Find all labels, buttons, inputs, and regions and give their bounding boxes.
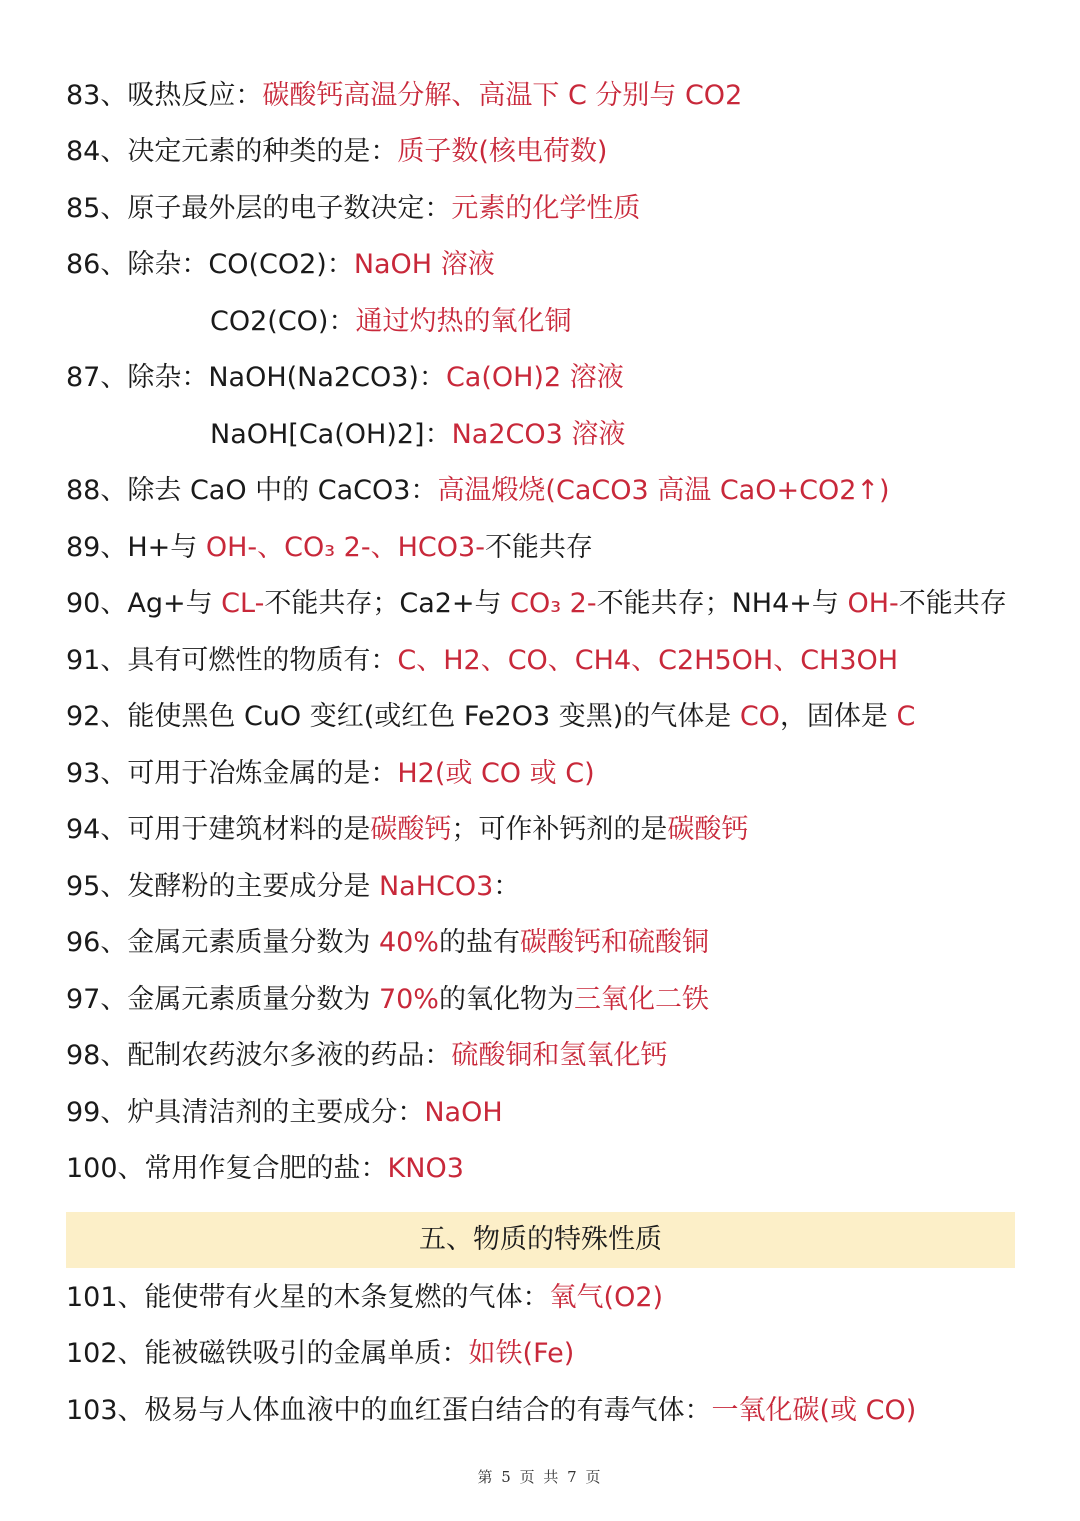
item-86: 86、除杂：CO(CO2)：NaOH 溶液	[66, 249, 495, 280]
item-90: 90、Ag+与 CL-不能共存；Ca2+与 CO₃ 2-不能共存；NH4+与 OH-不能共存	[66, 588, 1007, 619]
item-91: 91、具有可燃性的物质有：C、H2、CO、CH4、C2H5OH、CH3OH	[66, 645, 899, 676]
item-88: 88、除去 CaO 中的 CaCO3：高温煅烧(CaCO3 高温 CaO+CO2↑)	[66, 475, 890, 506]
item-94: 94、可用于建筑材料的是碳酸钙；可作补钙剂的是碳酸钙	[66, 814, 749, 845]
item-95: 95、发酵粉的主要成分是 NaHCO3：	[66, 871, 521, 902]
item-87: 87、除杂：NaOH(Na2CO3)：Ca(OH)2 溶液	[66, 362, 624, 393]
item-85: 85、原子最外层的电子数决定：元素的化学性质	[66, 193, 641, 224]
item-100: 100、常用作复合肥的盐：KNO3	[66, 1153, 464, 1184]
item-102: 102、能被磁铁吸引的金属单质：如铁(Fe)	[66, 1338, 575, 1369]
item-86-sub: CO2(CO)：通过灼热的氧化铜	[210, 306, 572, 337]
item-96: 96、金属元素质量分数为 40%的盐有碳酸钙和硫酸铜	[66, 927, 709, 958]
item-97: 97、金属元素质量分数为 70%的氧化物为三氧化二铁	[66, 984, 709, 1015]
section-title: 五、物质的特殊性质	[66, 1212, 1015, 1268]
item-98: 98、配制农药波尔多液的药品：硫酸铜和氢氧化钙	[66, 1040, 668, 1071]
item-87-sub: NaOH[Ca(OH)2]：Na2CO3 溶液	[210, 419, 626, 450]
item-99: 99、炉具清洁剂的主要成分：NaOH	[66, 1097, 503, 1128]
item-92: 92、能使黑色 CuO 变红(或红色 Fe2O3 变黑)的气体是 CO，固体是 C	[66, 701, 916, 732]
item-84: 84、决定元素的种类的是：质子数(核电荷数)	[66, 136, 608, 167]
item-101: 101、能使带有火星的木条复燃的气体：氧气(O2)	[66, 1282, 664, 1313]
item-83: 83、吸热反应：碳酸钙高温分解、高温下 C 分别与 CO2	[66, 80, 743, 111]
item-93: 93、可用于冶炼金属的是：H2(或 CO 或 C)	[66, 758, 595, 789]
item-103: 103、极易与人体血液中的血红蛋白结合的有毒气体：一氧化碳(或 CO)	[66, 1395, 917, 1426]
item-89: 89、H+与 OH-、CO₃ 2-、HCO3-不能共存	[66, 532, 593, 563]
page-number: 第 5 页 共 7 页	[477, 1468, 603, 1486]
